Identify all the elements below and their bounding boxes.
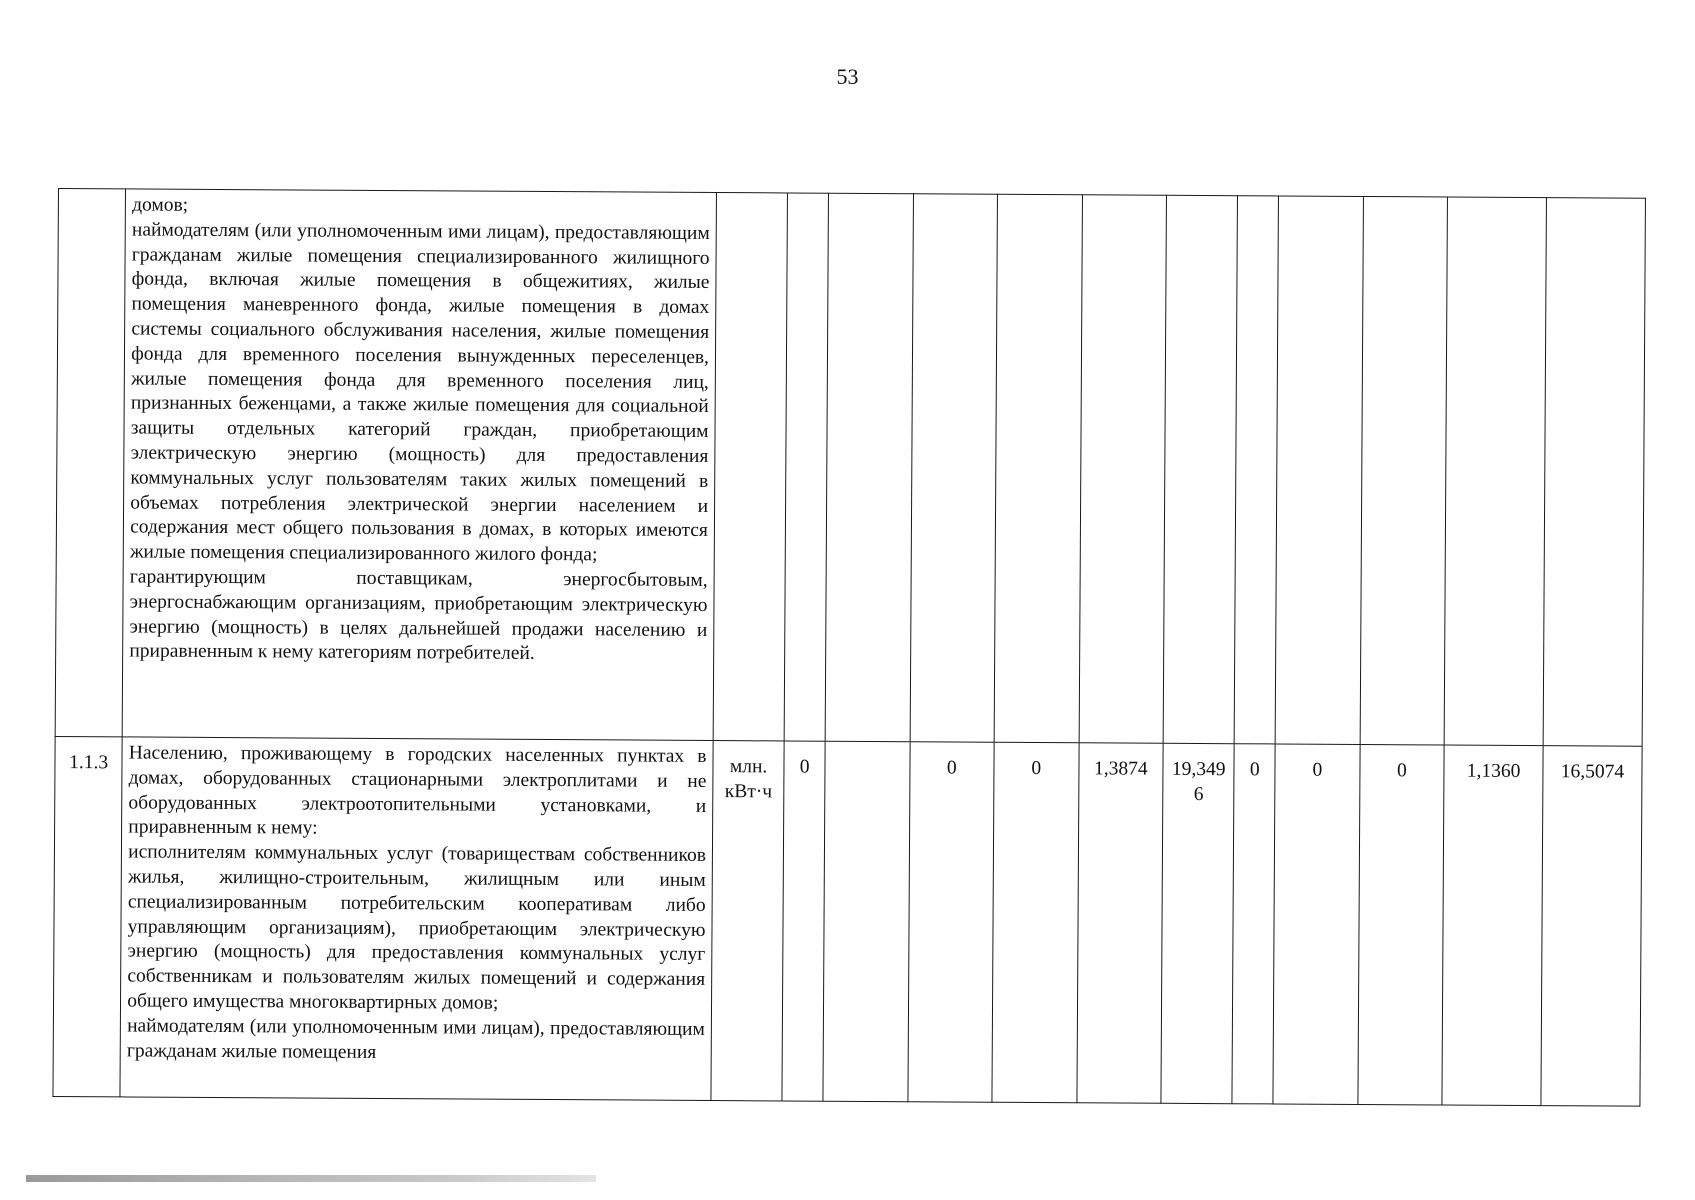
table-row-continuation (55, 189, 1645, 747)
empty-cell (823, 741, 910, 1102)
unit-line: кВт·ч (724, 780, 773, 803)
description-paragraph: исполнителям коммунальных услуг (товариществам собственников жилья, жилищно-строительным, жилищным или иным специализированным потребительским кооперативам либо управляющим организациям), приобретающим электрическую энергию (мощность) для предоставления коммунальных услуг собственникам и пользователям жилых помещений и содержания общего имущества многоквартирных домов; (127, 841, 706, 1014)
value-cell (1163, 195, 1238, 743)
scan-edge-bar (26, 1175, 596, 1182)
value-cell (994, 194, 1082, 743)
description-paragraph: домов; (132, 194, 189, 216)
row-code-cell (55, 189, 126, 737)
unit-cell (713, 193, 788, 741)
value-cell (910, 194, 998, 743)
value-cell (1444, 197, 1546, 746)
page-number: 53 (836, 64, 859, 89)
description-paragraph: гарантирующим поставщикам, энергосбытовым, энергоснабжающим организациям, приобретающим электрическую энергию (мощность) в целях дальнейшей продажи населению и приравненным к нему категориям потребителей. (129, 566, 708, 665)
value-cell: 0 (1358, 744, 1445, 1105)
value-cell (1079, 195, 1167, 744)
value-cell (825, 193, 913, 742)
value-cell: 0 (782, 741, 825, 1101)
value-cell: 16,5074 (1541, 746, 1642, 1107)
value-cell (1360, 196, 1448, 745)
value-cell: 1,1360 (1442, 745, 1543, 1106)
value-cell: 0 (1232, 744, 1275, 1104)
description-paragraph: наймодателям (или уполномоченным ими лицам), предоставляющим гражданам жилые помещения специализированного жилищного фонда, включая жилые помещения в общежитиях, жилые помещения маневренного фонда, жилые помещения в домах системы социального обслуживания населения, жилые помещения фонда для временного поселения вынужденных переселенцев, жилые помещения фонда для временного поселения лиц, признанных беженцами, а также жилые помещения для социальной защиты отдельных категорий граждан, приобретающим электрическую энергию (мощность) для предоставления коммунальных услуг пользователям таких жилых помещений в объемах потребления электрической энергии населением и содержания мест общего пользования в домах, в которых имеются жилые помещения специализированного жилого фонда; (129, 219, 710, 566)
value-cell (1275, 196, 1363, 745)
table-row-1-1-3 (53, 736, 1642, 1106)
row-description-cell (122, 189, 716, 741)
unit-cell (711, 741, 784, 1101)
value-cell (1235, 196, 1279, 744)
tariff-table (52, 188, 1646, 1107)
value-cell (1543, 198, 1645, 747)
value-cell: 0 (992, 742, 1079, 1103)
value-cell: 0 (907, 742, 994, 1103)
value-cell: 19,3496 (1161, 743, 1234, 1103)
description-paragraph: наймодателям (или уполномоченным ими лицам), предоставляющим гражданам жилые помещения (126, 1015, 705, 1063)
row-description-cell (120, 737, 713, 1101)
value-cell: 0 (1273, 744, 1360, 1105)
row-code-cell: 1.1.3 (53, 736, 122, 1096)
value-cell: 1,3874 (1077, 743, 1164, 1104)
unit-line: млн. (729, 756, 768, 778)
value-cell (784, 193, 828, 741)
description-paragraph: Населению, проживающему в городских населенных пунктах в домах, оборудованных стационарными электроплитами и не оборудованных электроотопительными установками, и приравненным к нему: (128, 742, 707, 839)
